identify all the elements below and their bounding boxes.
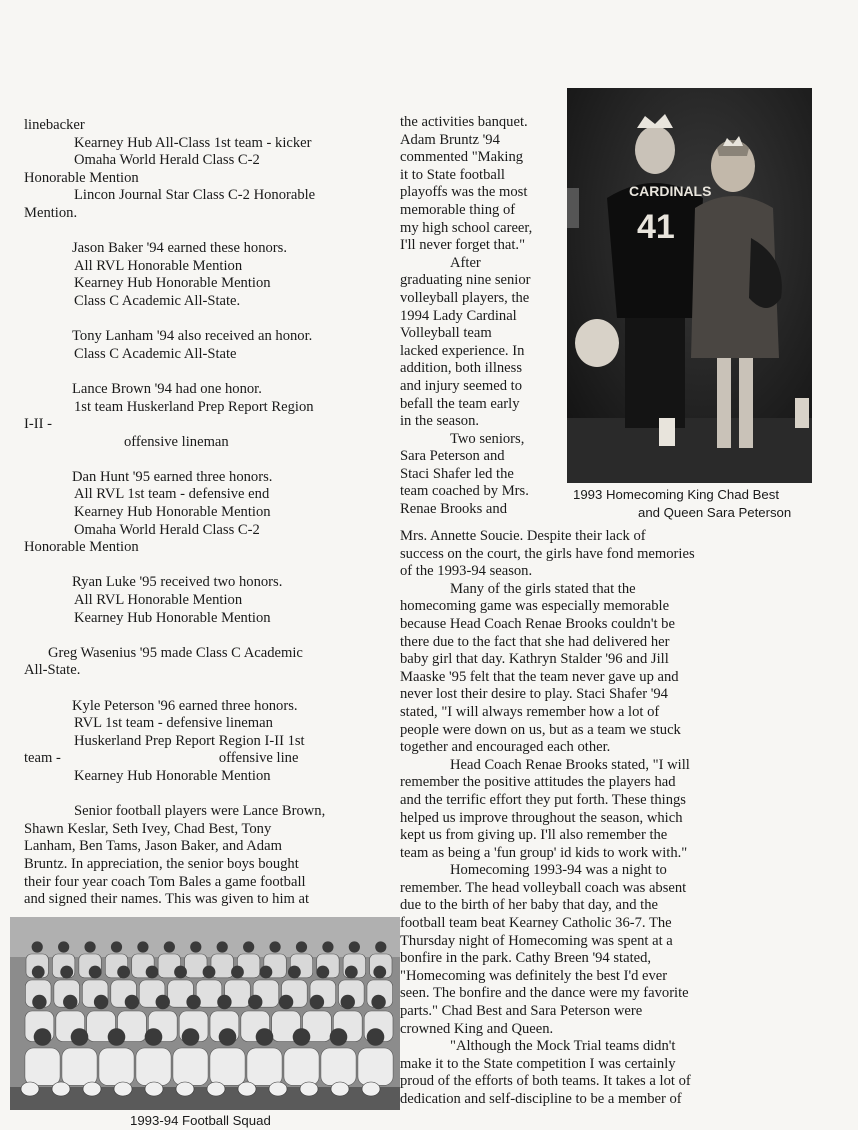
text-line: Head Coach Renae Brooks stated, "I will	[450, 756, 690, 773]
text-line: After	[450, 254, 481, 271]
honor-item-part: team -	[24, 750, 61, 767]
text-line: Lincon Journal Star Class C-2 Honorable	[74, 187, 316, 204]
text-line: I'll never forget that."	[400, 237, 526, 254]
text-line: homecoming game was especially memorable	[400, 598, 670, 615]
text-line: 1994 Lady Cardinal	[400, 307, 517, 324]
honor-heading: Dan Hunt '95 earned three honors.	[72, 468, 273, 485]
text-line: "Although the Mock Trial teams didn't	[450, 1038, 676, 1055]
text-line: and signed their names. This was given to him at	[24, 891, 310, 908]
right-column-narrow-text	[400, 114, 565, 519]
text-line: All-State.	[24, 662, 81, 679]
homecoming-caption-line-2: and Queen Sara Peterson	[638, 505, 792, 520]
honor-heading: Greg Wasenius '95 made Class C Academic	[48, 644, 303, 661]
text-line: Volleyball team	[400, 325, 492, 342]
text-line: seen. The bonfire and the dance were my favorite	[400, 985, 689, 1002]
text-line: people were down on us, but as a team we stuck	[400, 721, 681, 738]
honor-item: 1st team Huskerland Prep Report Region	[74, 398, 314, 415]
text-line: Senior football players were Lance Brown,	[74, 803, 326, 820]
text-line: and injury seemed to	[400, 377, 522, 394]
text-line: graduating nine senior	[400, 272, 531, 289]
text-line: team as being a 'fun group' id kids to work with."	[400, 844, 688, 861]
honor-item: I-II -	[24, 416, 52, 433]
football-squad-photo	[10, 917, 400, 1110]
text-line: Kearney Hub All-Class 1st team - kicker	[74, 134, 312, 151]
text-line: remember. The head volleyball coach was absent	[400, 879, 687, 896]
text-line: baby girl that day. Kathryn Stalder '96 and Jill	[400, 651, 669, 668]
homecoming-photo	[567, 88, 812, 483]
text-line: Renae Brooks and	[400, 501, 507, 518]
text-line: team coached by Mrs.	[400, 483, 529, 500]
text-line: linebacker	[24, 117, 85, 133]
text-line: their four year coach Tom Bales a game football	[24, 873, 306, 890]
text-line: playoffs was the most	[400, 184, 528, 201]
text-line: "Homecoming was definitely the best I'd ever	[400, 967, 668, 984]
text-line: kept us from giving up. I'll also remember the	[400, 827, 668, 844]
text-line: Homecoming 1993-94 was a night to	[450, 862, 667, 879]
honor-item: RVL 1st team - defensive lineman	[74, 715, 273, 732]
text-line: of the 1993-94 season.	[400, 563, 533, 580]
text-line: addition, both illness	[400, 360, 523, 377]
text-line: proud of the efforts of both teams. It takes a lot of	[400, 1073, 691, 1090]
honor-item: Class C Academic All-State	[74, 345, 237, 362]
left-column-text	[24, 117, 386, 909]
text-line: Sara Peterson and	[400, 448, 505, 465]
honor-item: All RVL 1st team - defensive end	[74, 486, 270, 503]
text-line: Bruntz. In appreciation, the senior boys bought	[24, 855, 299, 872]
honor-item: offensive lineman	[124, 433, 229, 450]
honor-item: Kearney Hub Honorable Mention	[74, 767, 271, 784]
text-line: Omaha World Herald Class C-2	[74, 152, 260, 169]
text-line: Staci Shafer led the	[400, 465, 514, 482]
text-line: the activities banquet.	[400, 114, 528, 130]
text-line: lacked experience. In	[400, 342, 525, 359]
text-line: Honorable Mention	[24, 169, 139, 186]
text-line: Maaske '95 felt that the team never gave up and	[400, 668, 679, 685]
text-line: helped us improve throughout the season, which	[400, 809, 683, 826]
text-line: stated, "I will always remember how a lot of	[400, 703, 660, 720]
text-line: because Head Coach Renae Brooks couldn't be	[400, 615, 675, 632]
text-line: there due to the fact that she had delivered her	[400, 633, 670, 650]
text-line: parts." Chad Best and Sara Peterson were	[400, 1003, 643, 1020]
text-line: make it to the State competition I was certainly	[400, 1055, 676, 1072]
honor-heading: Tony Lanham '94 also received an honor.	[72, 328, 313, 345]
text-line: football team beat Kearney Catholic 36-7. The	[400, 915, 672, 932]
text-line: volleyball players, the	[400, 289, 530, 306]
honor-item: Omaha World Herald Class C-2	[74, 521, 260, 538]
text-line: it to State football	[400, 166, 505, 183]
text-line: memorable thing of	[400, 201, 516, 218]
honor-item: Kearney Hub Honorable Mention	[74, 275, 271, 292]
honor-item: Kearney Hub Honorable Mention	[74, 504, 271, 521]
honor-item: Kearney Hub Honorable Mention	[74, 609, 271, 626]
text-line: never lost their desire to play. Staci Shafer '94	[400, 686, 668, 703]
text-line: my high school career,	[400, 219, 533, 236]
text-line: Mrs. Annette Soucie. Despite their lack of	[400, 528, 646, 544]
text-line: due to the birth of her baby that day, and the	[400, 897, 659, 914]
text-line: bonfire in the park. Cathy Breen '94 stated,	[400, 950, 652, 967]
right-column-wide-text	[400, 528, 780, 1109]
text-line: Lanham, Ben Tams, Jason Baker, and Adam	[24, 838, 282, 855]
text-line: crowned King and Queen.	[400, 1020, 554, 1037]
text-line: Two seniors,	[450, 430, 525, 447]
text-line: dedication and self-discipline to be a member of	[400, 1091, 682, 1107]
honor-item: Honorable Mention	[24, 539, 139, 556]
honor-item: All RVL Honorable Mention	[74, 257, 243, 274]
text-line: and the terrific effort they put forth. These things	[400, 791, 686, 808]
homecoming-caption-line-1: 1993 Homecoming King Chad Best	[573, 487, 779, 502]
honor-heading: Ryan Luke '95 received two honors.	[72, 574, 283, 591]
text-line: befall the team early	[400, 395, 520, 412]
honor-heading: Lance Brown '94 had one honor.	[72, 380, 262, 397]
text-line: in the season.	[400, 413, 480, 430]
honor-item-part: offensive line	[218, 750, 299, 767]
text-line: commented "Making	[400, 149, 524, 166]
jersey-number: 41	[637, 208, 675, 246]
honor-item: All RVL Honorable Mention	[74, 592, 243, 609]
honor-heading: Jason Baker '94 earned these honors.	[72, 240, 287, 257]
honor-item: Huskerland Prep Report Region I-II 1st	[74, 732, 305, 749]
jersey-word: CARDINALS	[629, 183, 712, 199]
honor-item	[24, 750, 386, 768]
text-line: Adam Bruntz '94	[400, 131, 500, 148]
text-line: Many of the girls stated that the	[450, 580, 636, 597]
football-squad-caption: 1993-94 Football Squad	[130, 1113, 271, 1128]
honor-item: Class C Academic All-State.	[74, 292, 241, 309]
text-line: together and encouraged each other.	[400, 739, 611, 756]
text-line: remember the positive attitudes the players had	[400, 774, 676, 791]
text-line: Shawn Keslar, Seth Ivey, Chad Best, Tony	[24, 820, 272, 837]
text-line: Thursday night of Homecoming was spent at a	[400, 932, 673, 949]
text-line: Mention.	[24, 204, 78, 221]
honor-heading: Kyle Peterson '96 earned three honors.	[72, 697, 298, 714]
text-line: success on the court, the girls have fond memories	[400, 545, 695, 562]
